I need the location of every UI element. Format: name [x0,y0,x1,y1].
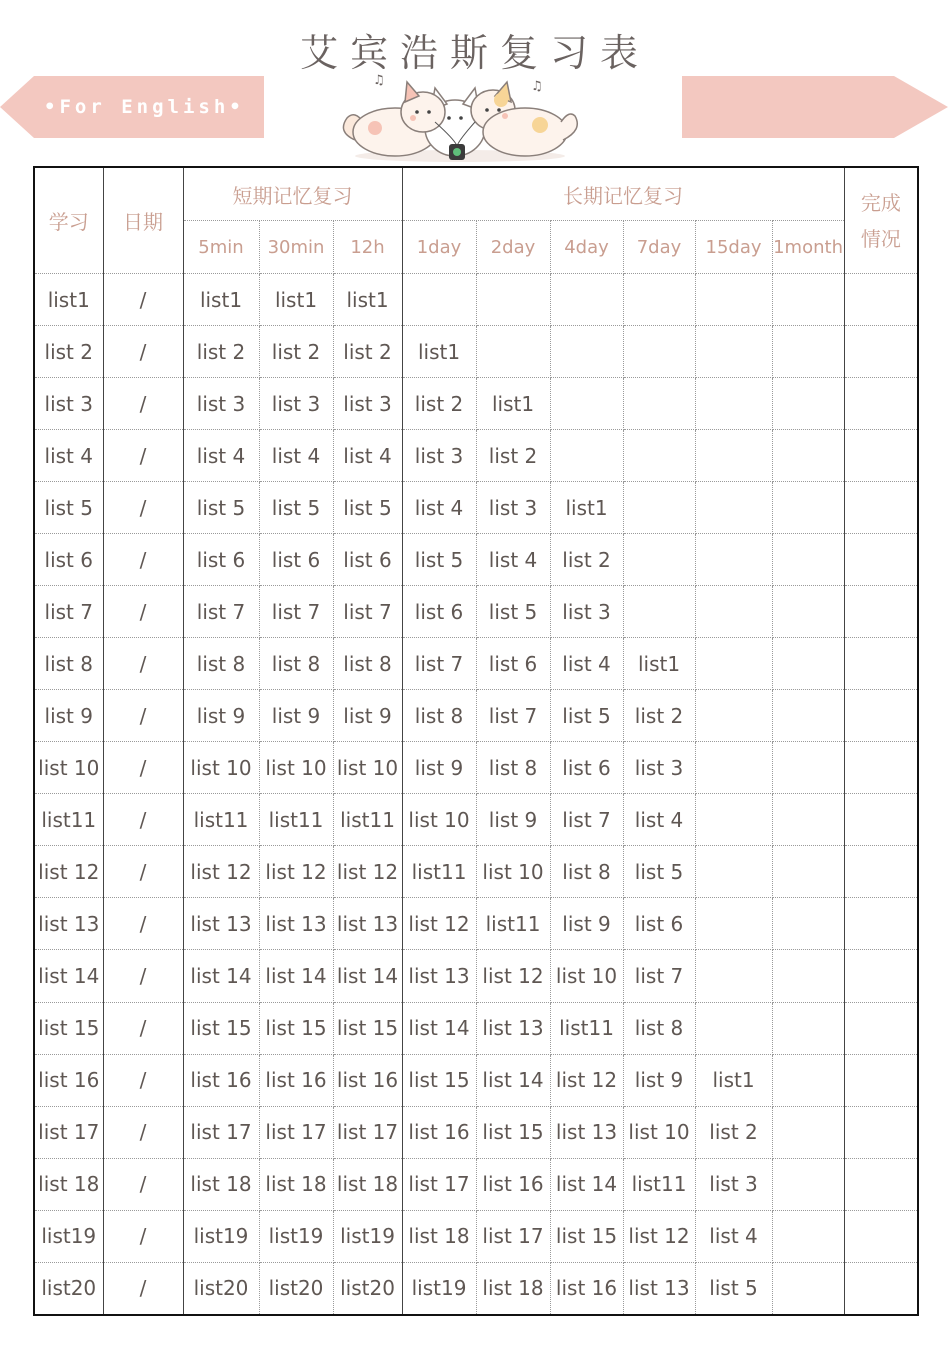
table-cell [844,534,918,586]
table-cell [772,742,844,794]
header-interval: 4day [550,221,623,274]
table-cell: list 8 [476,742,550,794]
table-cell: / [103,378,183,430]
table-cell: list1 [259,274,333,326]
table-cell [844,1106,918,1158]
table-cell: list 17 [259,1106,333,1158]
table-cell: list19 [34,1210,103,1262]
table-cell: list1 [550,482,623,534]
table-cell: list 13 [259,898,333,950]
table-cell [772,430,844,482]
table-cell [772,1262,844,1315]
table-cell [550,274,623,326]
table-cell [844,1210,918,1262]
table-cell: list 14 [550,1158,623,1210]
table-row [34,690,918,742]
table-cell: list 9 [476,794,550,846]
table-cell: list 5 [259,482,333,534]
table-row [34,794,918,846]
table-cell: list 5 [333,482,402,534]
table-cell [844,274,918,326]
table-cell [623,430,695,482]
table-cell: list 10 [259,742,333,794]
table-cell: list 3 [402,430,476,482]
header-long-term-review: 长期记忆复习 [402,167,844,221]
table-cell: list 12 [333,846,402,898]
table-cell: list 17 [183,1106,259,1158]
header-interval: 1month [772,221,844,274]
table-cell: list 14 [333,950,402,1002]
table-cell: list 5 [402,534,476,586]
table-row [34,326,918,378]
table-cell: list 15 [34,1002,103,1054]
table-cell [623,534,695,586]
table-row [34,1210,918,1262]
table-cell: / [103,898,183,950]
table-row [34,846,918,898]
table-cell [772,274,844,326]
table-cell: list 7 [476,690,550,742]
table-cell [695,482,772,534]
table-cell: list 4 [333,430,402,482]
table-cell: list19 [259,1210,333,1262]
table-cell [844,1054,918,1106]
table-cell: list 7 [550,794,623,846]
table-cell: list 3 [259,378,333,430]
table-cell: list1 [476,378,550,430]
table-cell: list19 [333,1210,402,1262]
table-cell: list 16 [476,1158,550,1210]
table-body [34,274,918,1315]
header-date: 日期 [103,167,183,274]
table-row [34,898,918,950]
table-cell: / [103,742,183,794]
table-cell [772,794,844,846]
table-cell: list 7 [623,950,695,1002]
table-cell: list 18 [183,1158,259,1210]
header-interval: 30min [259,221,333,274]
table-cell [695,794,772,846]
right-ribbon-banner [682,76,948,138]
table-cell: list 5 [695,1262,772,1315]
table-cell: list11 [402,846,476,898]
table-cell: list 15 [333,1002,402,1054]
table-cell: list 12 [259,846,333,898]
table-cell [695,690,772,742]
table-cell: list 6 [402,586,476,638]
table-cell [844,950,918,1002]
table-cell: list 16 [550,1262,623,1315]
table-cell [695,378,772,430]
table-cell: list 4 [695,1210,772,1262]
table-cell [550,430,623,482]
table-cell: / [103,326,183,378]
table-cell: list 10 [623,1106,695,1158]
table-cell: list 2 [550,534,623,586]
table-cell: list 4 [402,482,476,534]
table-cell: list 3 [476,482,550,534]
table-cell: list 14 [183,950,259,1002]
table-cell: list 5 [623,846,695,898]
table-cell: list 15 [476,1106,550,1158]
table-cell [772,898,844,950]
table-cell [623,482,695,534]
table-cell [772,482,844,534]
header-interval: 1day [402,221,476,274]
table-cell: list 18 [333,1158,402,1210]
table-cell: list 7 [183,586,259,638]
table-cell: list 10 [183,742,259,794]
table-cell: list20 [333,1262,402,1315]
header-study: 学习 [34,167,103,274]
table-cell: list 3 [333,378,402,430]
table-cell: list 7 [402,638,476,690]
header-interval: 12h [333,221,402,274]
table-cell: list 4 [34,430,103,482]
table-cell: list 17 [402,1158,476,1210]
svg-text:♫: ♫ [373,73,385,88]
table-cell: / [103,1054,183,1106]
table-cell: list11 [623,1158,695,1210]
table-cell: list 9 [34,690,103,742]
table-cell: list1 [34,274,103,326]
table-cell: list 2 [623,690,695,742]
table-cell [844,1158,918,1210]
table-cell: list 18 [476,1262,550,1315]
table-cell: list11 [333,794,402,846]
table-cell: list20 [34,1262,103,1315]
table-cell: list 4 [476,534,550,586]
table-cell: list 7 [259,586,333,638]
table-row [34,950,918,1002]
table-cell: list 16 [259,1054,333,1106]
svg-text:♫: ♫ [531,79,543,94]
table-cell [695,846,772,898]
table-cell: list 2 [402,378,476,430]
table-cell: / [103,950,183,1002]
table-cell [844,846,918,898]
table-cell: list19 [402,1262,476,1315]
table-row [34,742,918,794]
table-cell: list 6 [34,534,103,586]
table-cell [402,274,476,326]
table-cell: list 6 [550,742,623,794]
table-cell: list 18 [34,1158,103,1210]
table-row [34,586,918,638]
table-cell: list 5 [34,482,103,534]
table-cell: list 6 [476,638,550,690]
table-cell: list 9 [550,898,623,950]
table-cell [695,898,772,950]
table-cell: / [103,586,183,638]
table-cell: list 2 [695,1106,772,1158]
table-cell: list 16 [183,1054,259,1106]
table-cell [844,638,918,690]
table-cell [844,482,918,534]
table-cell: list 3 [623,742,695,794]
table-cell [695,950,772,1002]
table-cell [623,378,695,430]
table-cell: list 17 [476,1210,550,1262]
table-cell [772,586,844,638]
table-cell: list 6 [183,534,259,586]
table-cell: list 8 [34,638,103,690]
table-cell: list 4 [259,430,333,482]
table-cell [550,378,623,430]
table-cell: list11 [34,794,103,846]
table-cell: list 5 [476,586,550,638]
table-cell: list11 [259,794,333,846]
table-cell [772,326,844,378]
table-cell [772,1054,844,1106]
table-cell [844,378,918,430]
table-cell: / [103,1158,183,1210]
table-cell: list20 [183,1262,259,1315]
table-cell: list 13 [34,898,103,950]
table-cell: list 13 [623,1262,695,1315]
page-title: 艾宾浩斯复习表 [299,31,650,75]
table-cell: / [103,638,183,690]
table-cell: / [103,1262,183,1315]
table-cell: / [103,534,183,586]
table-cell: list 13 [550,1106,623,1158]
table-cell: list 10 [550,950,623,1002]
table-cell: list 4 [550,638,623,690]
table-cell: list 12 [402,898,476,950]
table-cell: list 8 [333,638,402,690]
table-row [34,1262,918,1315]
table-cell: list 3 [183,378,259,430]
table-row [34,534,918,586]
table-cell: list 12 [183,846,259,898]
table-cell [695,742,772,794]
table-cell: list 7 [333,586,402,638]
table-cell [772,1158,844,1210]
table-cell: list 4 [183,430,259,482]
table-cell: list 10 [34,742,103,794]
table-cell: list1 [623,638,695,690]
table-cell: / [103,794,183,846]
table-cell: list 2 [183,326,259,378]
header-short-term-review: 短期记忆复习 [183,167,402,221]
table-cell [695,534,772,586]
table-cell: list 8 [402,690,476,742]
table-row [34,274,918,326]
table-cell: / [103,1002,183,1054]
table-cell: list1 [695,1054,772,1106]
table-cell: list 14 [259,950,333,1002]
table-cell [844,586,918,638]
table-cell: list 9 [402,742,476,794]
table-cell: list 14 [34,950,103,1002]
table-cell: list 16 [34,1054,103,1106]
cats-illustration [335,70,585,165]
header-completion: 完成情况 [844,167,918,274]
table-cell [772,1210,844,1262]
table-cell [772,638,844,690]
table-cell: list 9 [259,690,333,742]
table-cell [476,326,550,378]
table-cell: list 9 [183,690,259,742]
table-cell: / [103,1106,183,1158]
review-table [33,166,919,1316]
table-cell: list1 [183,274,259,326]
table-cell: list 2 [476,430,550,482]
table-row [34,1106,918,1158]
table-cell: / [103,274,183,326]
table-cell: list 10 [402,794,476,846]
table-cell: list 13 [333,898,402,950]
table-cell: list 18 [259,1158,333,1210]
table-cell [844,794,918,846]
table-cell: / [103,1210,183,1262]
table-cell: / [103,430,183,482]
table-cell: list 6 [333,534,402,586]
table-cell: list 10 [333,742,402,794]
table-cell: list11 [476,898,550,950]
table-cell: list 2 [259,326,333,378]
table-cell [772,378,844,430]
table-cell: list20 [259,1262,333,1315]
table-cell: list 8 [183,638,259,690]
table-cell: list11 [550,1002,623,1054]
table-cell: list 6 [259,534,333,586]
table-cell [623,326,695,378]
table-cell: list 17 [333,1106,402,1158]
table-row [34,482,918,534]
table-row [34,1054,918,1106]
table-cell: list 15 [183,1002,259,1054]
table-cell: list 5 [183,482,259,534]
table-cell: list 2 [333,326,402,378]
table-cell: / [103,846,183,898]
table-cell: list 3 [695,1158,772,1210]
table-cell: list1 [402,326,476,378]
table-cell [695,1002,772,1054]
table-cell [772,1106,844,1158]
table-cell: list 12 [34,846,103,898]
banner-label: •For English• [44,96,245,118]
table-cell: list 10 [476,846,550,898]
table-cell: list 6 [623,898,695,950]
table-cell [695,638,772,690]
table-cell [476,274,550,326]
table-cell [623,274,695,326]
header-interval: 2day [476,221,550,274]
table-row [34,1002,918,1054]
table-cell: list 13 [476,1002,550,1054]
table-cell [772,950,844,1002]
table-cell: list 15 [550,1210,623,1262]
header-row-groups [34,167,918,221]
table-cell: list 16 [402,1106,476,1158]
table-cell: list 17 [34,1106,103,1158]
table-cell: list 12 [476,950,550,1002]
table-cell [695,274,772,326]
table-cell [844,1262,918,1315]
table-cell [844,1002,918,1054]
table-row [34,430,918,482]
table-cell: list 7 [34,586,103,638]
table-cell [772,846,844,898]
header-interval: 15day [695,221,772,274]
table-cell: list 4 [623,794,695,846]
table-cell: list 18 [402,1210,476,1262]
header-interval: 5min [183,221,259,274]
table-cell: list 5 [550,690,623,742]
table-cell [844,690,918,742]
header-interval: 7day [623,221,695,274]
table-cell [844,742,918,794]
table-cell: list 8 [623,1002,695,1054]
table-cell: list 8 [550,846,623,898]
table-cell [772,534,844,586]
table-cell: list 3 [550,586,623,638]
table-cell: / [103,482,183,534]
table-cell: list 13 [183,898,259,950]
table-cell: list 12 [623,1210,695,1262]
table-cell: list 15 [402,1054,476,1106]
table-cell [844,898,918,950]
table-cell: list 3 [34,378,103,430]
table-cell [844,430,918,482]
table-cell: list 9 [623,1054,695,1106]
table-cell: list 12 [550,1054,623,1106]
table-cell: list1 [333,274,402,326]
table-row [34,638,918,690]
table-row [34,1158,918,1210]
table-cell: list19 [183,1210,259,1262]
table-cell: list 15 [259,1002,333,1054]
table-cell [695,326,772,378]
table-cell: list 13 [402,950,476,1002]
table-row [34,378,918,430]
table-cell: list11 [183,794,259,846]
table-cell [844,326,918,378]
table-cell [772,1002,844,1054]
table-cell [550,326,623,378]
table-cell [695,586,772,638]
table-cell: list 16 [333,1054,402,1106]
table-cell: list 14 [402,1002,476,1054]
table-cell: list 2 [34,326,103,378]
table-cell: list 9 [333,690,402,742]
table-cell: list 14 [476,1054,550,1106]
table-cell: / [103,690,183,742]
table-cell: list 8 [259,638,333,690]
table-cell [623,586,695,638]
table-cell [772,690,844,742]
table-cell [695,430,772,482]
